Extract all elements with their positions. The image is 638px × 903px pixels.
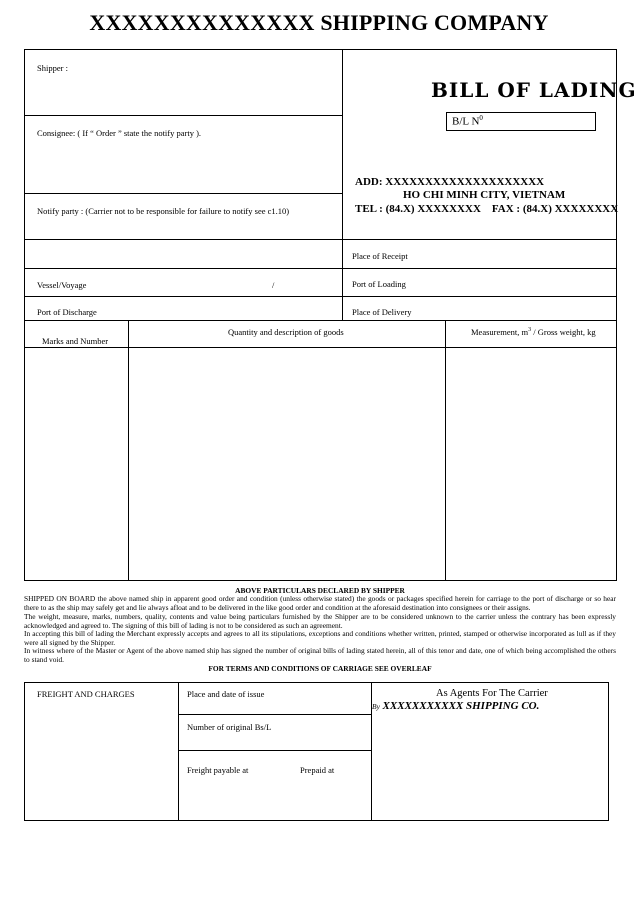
witness-clause: In witness where of the Master or Agent of the above named ship has signed the number of original bills of lading stated herein, all of this tenor and date, one of which being accomplished the others to stand void. (24, 646, 616, 664)
carrier-address-line: ADD: XXXXXXXXXXXXXXXXXXXX (355, 176, 545, 188)
goods-column-divider-2 (445, 320, 446, 581)
vessel-voyage-separator: / (272, 280, 275, 290)
bl-number-label: B/L $N^0$ (452, 114, 483, 128)
place-date-issue-label: Place and date of issue (187, 689, 265, 699)
upper-column-divider (342, 49, 343, 321)
merchant-acceptance-clause: In accepting this bill of lading the Merchant expressly accepts and agrees to all its stipulations, exceptions and conditions whether written, printed, stamped or otherwise incorporated as lull as if they were all signed by the Shipper. (24, 629, 616, 647)
divider-loading (24, 296, 617, 297)
shipper-label: Shipper : (37, 63, 68, 73)
divider-notify (24, 239, 617, 240)
agent-signature-line: By XXXXXXXXXXX SHIPPING CO. (372, 700, 540, 712)
place-of-delivery-label: Place of Delivery (352, 307, 412, 317)
terms-and-conditions-note: FOR TERMS AND CONDITIONS OF CARRIAGE SEE OVERLEAF (208, 664, 432, 673)
place-of-receipt-label: Place of Receipt (352, 251, 408, 261)
agents-for-carrier-label: As Agents For The Carrier (436, 688, 548, 699)
shipped-on-board-clause: SHIPPED ON BOARD the above named ship in apparent good order and condition (unless otherwise stated) the goods or packages specified herein for carriage to the port of discharge or so hear there to as the ship may safely get and lie always afloat and to be delivered in the like good order and condition at the aforesaid destination into consignees or their assigns. (24, 594, 616, 612)
measurement-weight-header: Measurement, $m^3$ / Gross weight, kg (471, 327, 596, 337)
divider-receipt (24, 268, 617, 269)
vessel-voyage-label: Vessel/Voyage (37, 280, 87, 290)
goods-column-divider-1 (128, 320, 129, 581)
prepaid-at-label: Prepaid at (300, 765, 335, 775)
carrier-tel-fax-line: TEL : (84.X) XXXXXXXX FAX : (84.X) XXXXXXXX (355, 203, 619, 215)
freight-payable-at-label: Freight payable at (187, 765, 249, 775)
number-of-originals-label: Number of original Bs/L (187, 722, 272, 732)
notify-party-label: Notify party : (Carrier not to be responsible for failure to notify see c1.10) (37, 206, 290, 216)
freight-and-charges-label: FREIGHT AND CHARGES (37, 689, 135, 699)
footer-row-divider-2 (178, 750, 371, 751)
port-of-loading-label: Port of Loading (352, 279, 406, 289)
weight-measure-clause: The weight, measure, marks, numbers, quality, contents and value being particulars furnished by the Shipper are to be considered unknown to the carrier unless the contrary has been expressly acknowledged and agreed to. The signing of this bill of lading is not to be considered as such an agreement. (24, 612, 616, 630)
quantity-description-header: Quantity and description of goods (228, 327, 344, 337)
declared-by-shipper-heading: ABOVE PARTICULARS DECLARED BY SHIPPER (235, 586, 405, 595)
consignee-label: Consignee: ( If “ Order ” state the notify party ). (37, 128, 202, 138)
goods-table (24, 320, 617, 581)
goods-header-divider (24, 347, 617, 348)
divider-shipper (24, 115, 342, 116)
company-title: XXXXXXXXXXXXXX SHIPPING COMPANY (89, 10, 549, 35)
carrier-city-line: HO CHI MINH CITY, VIETNAM (403, 189, 566, 201)
port-of-discharge-label: Port of Discharge (37, 307, 97, 317)
footer-row-divider-1 (178, 714, 371, 715)
document-title: BILL OF LADING (431, 78, 637, 102)
footer-divider-1 (178, 682, 179, 821)
marks-and-number-header: Marks and Number (42, 336, 109, 346)
divider-consignee (24, 193, 342, 194)
